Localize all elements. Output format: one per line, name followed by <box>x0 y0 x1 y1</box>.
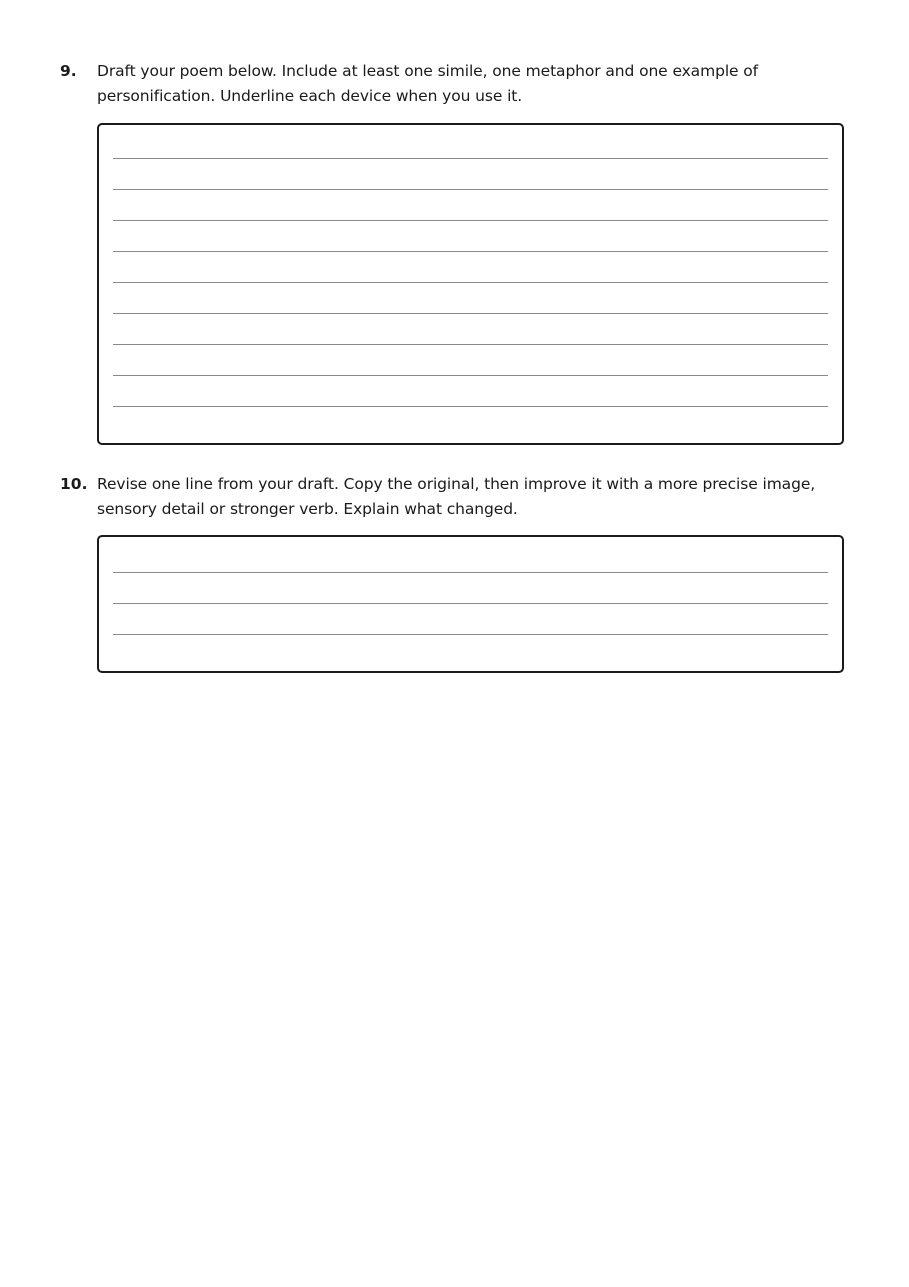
answer-box-10[interactable] <box>97 535 844 673</box>
answer-line <box>113 189 828 190</box>
answer-line <box>113 634 828 635</box>
answer-line <box>113 603 828 604</box>
answer-line <box>113 313 828 314</box>
answer-line <box>113 344 828 345</box>
answer-line <box>113 158 828 159</box>
question-9 <box>60 59 850 109</box>
answer-box-9[interactable] <box>97 123 844 445</box>
answer-line <box>113 572 828 573</box>
question-number: 9. <box>60 62 77 80</box>
answer-line <box>113 282 828 283</box>
question-10 <box>60 472 850 522</box>
question-9-header <box>60 59 850 109</box>
question-prompt: Revise one line from your draft. Copy the original, then improve it with a more precise image, sensory detail or stronger verb. Explain what changed. <box>97 475 816 518</box>
answer-line <box>113 406 828 407</box>
answer-line <box>113 375 828 376</box>
answer-line <box>113 220 828 221</box>
question-number: 10. <box>60 475 88 493</box>
answer-line <box>113 251 828 252</box>
question-10-header <box>60 472 850 522</box>
question-prompt: Draft your poem below. Include at least one simile, one metaphor and one example of personification. Underline each device when you use it. <box>97 62 759 105</box>
